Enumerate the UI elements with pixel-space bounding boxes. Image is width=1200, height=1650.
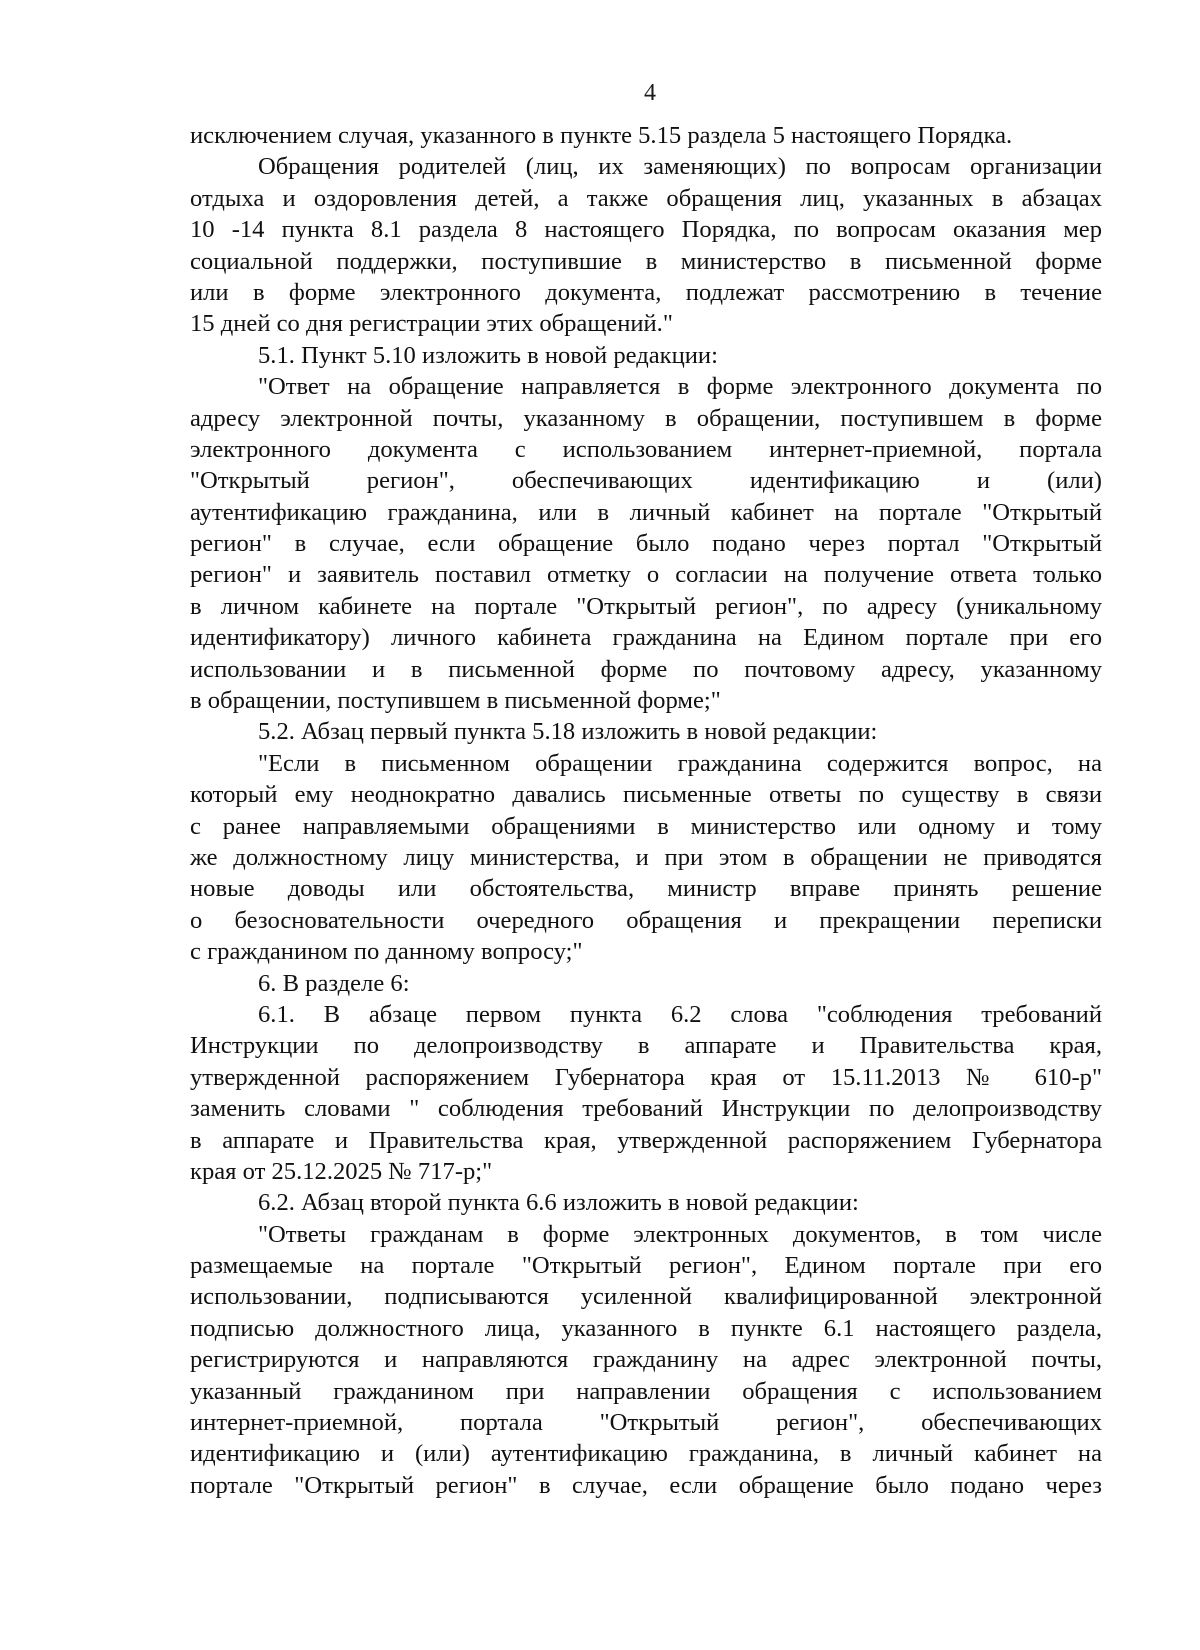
text-line: портале "Открытый регион" в случае, если обращение было подано через xyxy=(190,1471,1102,1499)
text-line: 15 дней со дня регистрации этих обращений." xyxy=(190,310,673,338)
text-line: регион" и заявитель поставил отметку о согласии на получение ответа только xyxy=(190,561,1102,589)
text-line: 10 -14 пункта 8.1 раздела 8 настоящего Порядка, по вопросам оказания мер xyxy=(190,216,1102,244)
text-line: социальной поддержки, поступившие в министерство в письменной форме xyxy=(190,247,1102,275)
document-body xyxy=(190,120,1102,1501)
text-line: Инструкции по делопроизводству в аппарате и Правительства края, xyxy=(190,1032,1102,1060)
text-line: заменить словами " соблюдения требований Инструкции по делопроизводству xyxy=(190,1095,1102,1123)
text-line: регион" в случае, если обращение было подано через портал "Открытый xyxy=(190,530,1102,558)
text-line: электронного документа с использованием интернет-приемной, портала xyxy=(190,435,1102,463)
text-line: регистрируются и направляются гражданину на адрес электронной почты, xyxy=(190,1346,1102,1374)
text-line: "Ответы гражданам в форме электронных документов, в том числе xyxy=(258,1220,1102,1248)
text-line: "Ответ на обращение направляется в форме электронного документа по xyxy=(258,373,1102,401)
text-line: использовании, подписываются усиленной квалифицированной электронной xyxy=(190,1283,1102,1311)
text-line: "Если в письменном обращении гражданина содержится вопрос, на xyxy=(258,749,1102,777)
text-line: края от 25.12.2025 № 717-р;" xyxy=(190,1157,493,1185)
text-line: аутентификацию гражданина, или в личный кабинет на портале "Открытый xyxy=(190,498,1102,526)
text-line: размещаемые на портале "Открытый регион", Едином портале при его xyxy=(190,1252,1102,1280)
text-line: который ему неоднократно давались письменные ответы по существу в связи xyxy=(190,781,1102,809)
text-line: Обращения родителей (лиц, их заменяющих) по вопросам организации xyxy=(258,153,1102,181)
text-line: новые доводы или обстоятельства, министр вправе принять решение xyxy=(190,875,1102,903)
text-line: или в форме электронного документа, подлежат рассмотрению в течение xyxy=(190,278,1102,306)
text-line: в аппарате и Правительства края, утвержденной распоряжением Губернатора xyxy=(190,1126,1102,1154)
text-line: указанный гражданином при направлении обращения с использованием xyxy=(190,1377,1102,1405)
text-line: исключением случая, указанного в пункте 5.15 раздела 5 настоящего Порядка. xyxy=(190,122,1013,149)
text-line: 6.1. В абзаце первом пункта 6.2 слова "соблюдения требований xyxy=(258,1000,1102,1028)
text-line: 5.2. Абзац первый пункта 5.18 изложить в новой редакции: xyxy=(258,718,878,746)
text-line: 6.2. Абзац второй пункта 6.6 изложить в новой редакции: xyxy=(258,1189,859,1217)
text-line: с гражданином по данному вопросу;" xyxy=(190,938,583,966)
text-line: подписью должностного лица, указанного в пункте 6.1 настоящего раздела, xyxy=(190,1314,1102,1342)
text-line: 6. В разделе 6: xyxy=(258,969,410,997)
text-line: идентификацию и (или) аутентификацию гражданина, в личный кабинет на xyxy=(190,1440,1102,1468)
text-line: утвержденной распоряжением Губернатора края от 15.11.2013 № 610-р" xyxy=(190,1063,1102,1091)
text-line: в личном кабинете на портале "Открытый регион", по адресу (уникальному xyxy=(190,592,1102,620)
page-number: 4 xyxy=(644,80,656,106)
text-line: адресу электронной почты, указанному в обращении, поступившем в форме xyxy=(190,404,1102,432)
text-line: идентификатору) личного кабинета гражданина на Едином портале при его xyxy=(190,624,1102,652)
text-line: использовании и в письменной форме по почтовому адресу, указанному xyxy=(190,655,1102,683)
text-line: же должностному лицу министерства, и при этом в обращении не приводятся xyxy=(190,843,1102,871)
text-line: отдыха и оздоровления детей, а также обращения лиц, указанных в абзацах xyxy=(190,184,1102,212)
text-line: с ранее направляемыми обращениями в министерство или одному и тому xyxy=(190,812,1102,840)
text-line: 5.1. Пункт 5.10 изложить в новой редакции: xyxy=(258,341,718,369)
text-line: о безосновательности очередного обращения и прекращении переписки xyxy=(190,906,1102,934)
text-line: интернет-приемной, портала "Открытый регион", обеспечивающих xyxy=(190,1409,1102,1437)
text-line: в обращении, поступившем в письменной форме;" xyxy=(190,687,721,715)
text-line: "Открытый регион", обеспечивающих идентификацию и (или) xyxy=(190,467,1102,495)
